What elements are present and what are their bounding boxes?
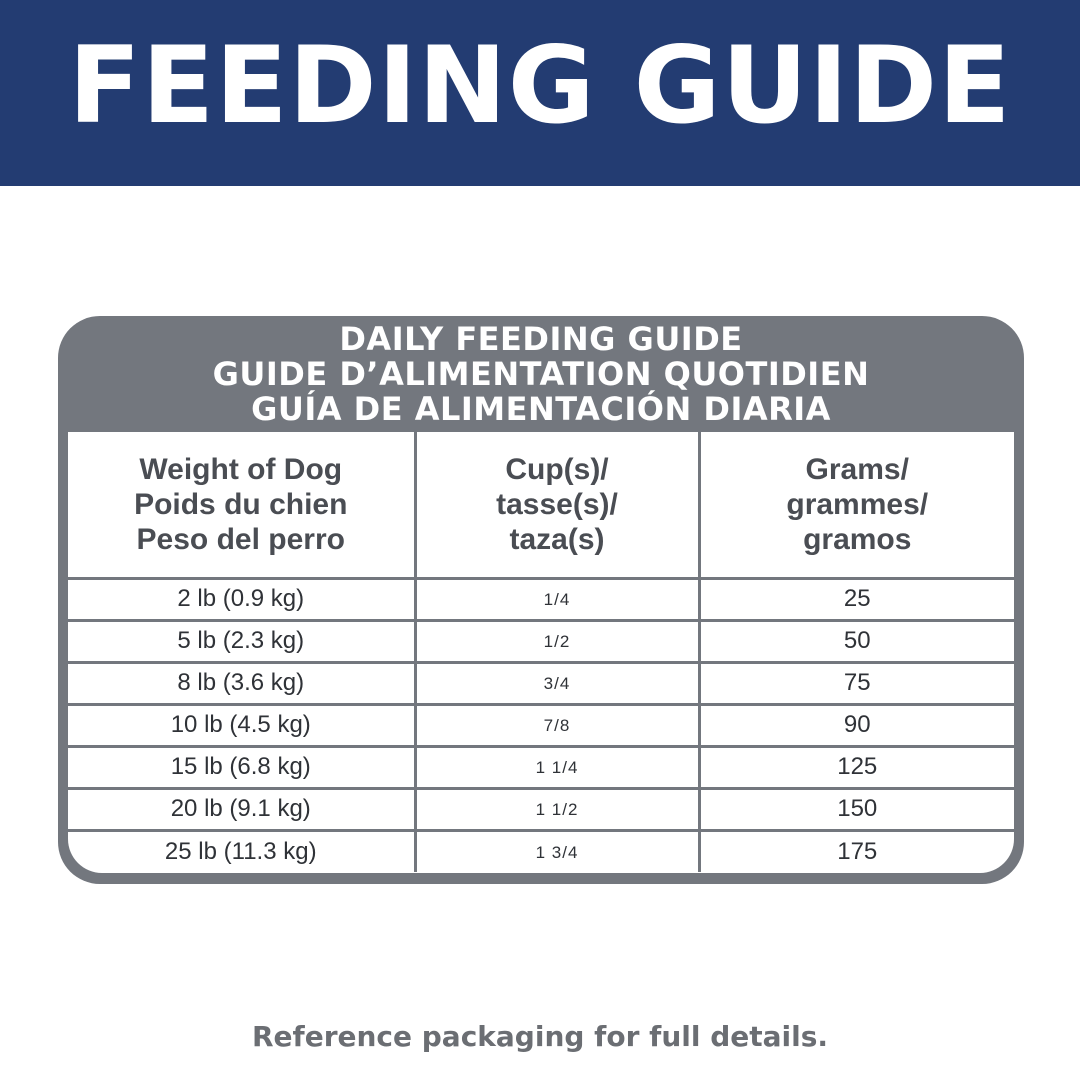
footer-note: Reference packaging for full details. [251,1020,829,1053]
column-header-line: Cup(s)/ [505,453,609,486]
table-row [68,620,1014,662]
title-banner [0,0,1080,186]
weight-cell: 2 lb (0.9 kg) [68,578,415,620]
cups-value: 1 1/4 [535,758,579,777]
header-line-english: DAILY FEEDING GUIDE [339,320,743,358]
grams-cell: 175 [837,837,878,865]
header-line-spanish: GUÍA DE ALIMENTACIÓN DIARIA [251,390,831,428]
table-row [68,788,1014,830]
cups-cell [415,620,699,662]
feeding-table-wrapper [68,432,1014,873]
column-header-line: taza(s) [509,523,605,556]
grams-cell: 25 [699,578,1014,620]
grams-cell: 50 [699,620,1014,662]
card-header [58,322,1024,427]
weight-cell: 20 lb (9.1 kg) [68,788,415,830]
grams-cell: 125 [699,746,1014,788]
weight-cell: 10 lb (4.5 kg) [68,704,415,746]
cups-cell [415,578,699,620]
cups-value: 1/4 [543,590,571,609]
weight-cell: 25 lb (11.3 kg) [68,830,415,872]
feeding-guide-card [58,316,1024,884]
table-row [68,830,1014,872]
grams-cell: 150 [699,788,1014,830]
column-header-line: grammes/ [786,488,929,521]
table-row [68,746,1014,788]
cups-value: 3/4 [543,674,571,693]
table-row [68,662,1014,704]
weight-cell: 15 lb (6.8 kg) [68,746,415,788]
column-header-line: Weight of Dog [139,453,343,486]
cups-cell [415,788,699,830]
header-line-french: GUIDE D’ALIMENTATION QUOTIDIEN [212,355,870,393]
cups-cell [415,662,699,704]
weight-cell: 5 lb (2.3 kg) [68,620,415,662]
cups-cell [415,704,699,746]
column-header-grams [699,432,1014,578]
column-header-cups [415,432,699,578]
cups-value: 7/8 [543,716,571,735]
cups-value: 1 1/2 [535,800,579,819]
column-header-line: Peso del perro [136,523,345,556]
column-header-weight [68,432,415,578]
table-row [68,578,1014,620]
column-header-line: Grams/ [805,453,909,486]
cups-value: 1 3/4 [535,842,579,862]
table-row [68,704,1014,746]
cups-cell [415,746,699,788]
feeding-table [68,432,1014,872]
grams-cell: 90 [699,704,1014,746]
cups-cell [415,830,699,872]
cups-value: 1/2 [543,632,571,651]
table-header-row [68,432,1014,578]
weight-cell: 8 lb (3.6 kg) [68,662,415,704]
column-header-line: gramos [803,523,912,556]
grams-cell: 75 [699,662,1014,704]
column-header-line: tasse(s)/ [496,488,618,521]
column-header-line: Poids du chien [134,488,348,521]
page-title: FEEDING GUIDE [68,24,1012,147]
